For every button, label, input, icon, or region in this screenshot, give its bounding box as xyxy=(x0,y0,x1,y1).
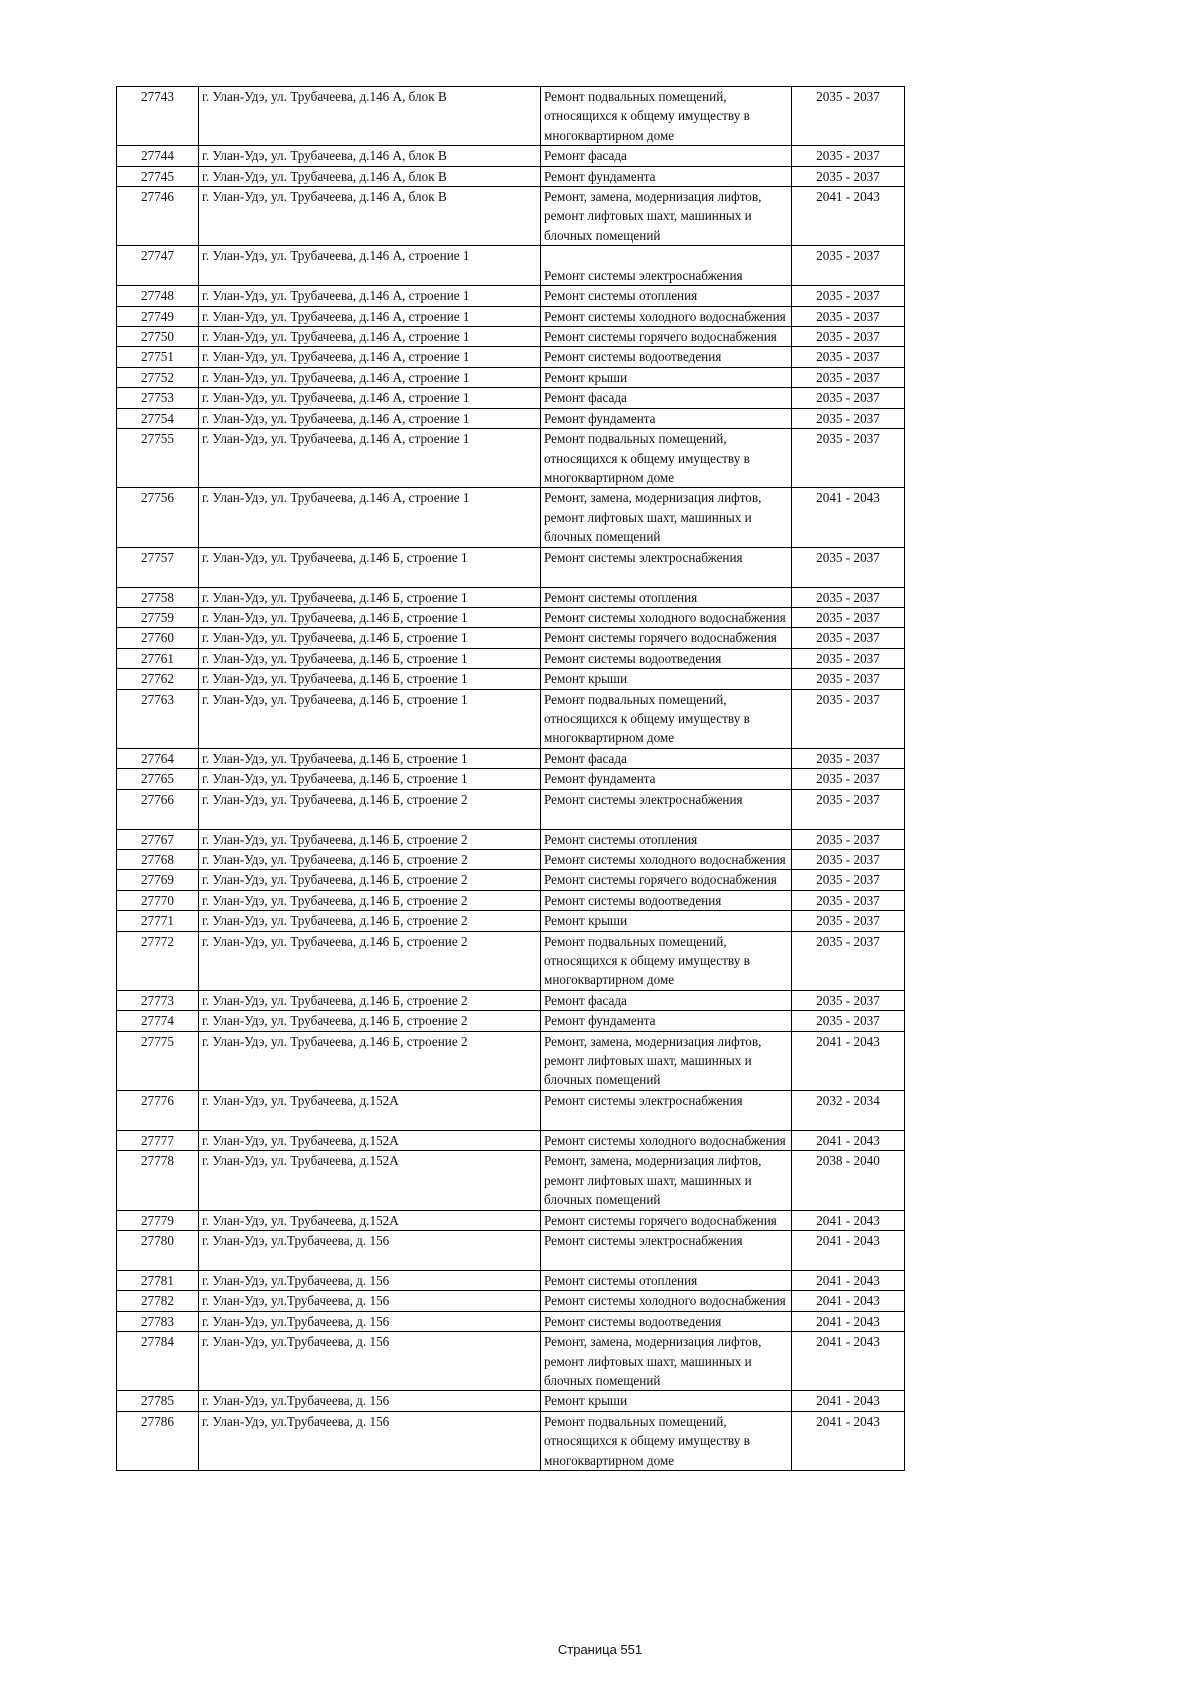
row-work-type: Ремонт системы водоотведения xyxy=(541,1311,792,1331)
row-work-type: Ремонт крыши xyxy=(541,669,792,689)
row-number: 27773 xyxy=(117,990,199,1010)
table-row xyxy=(117,367,905,387)
table-row xyxy=(117,146,905,166)
row-address: г. Улан-Удэ, ул. Трубачеева, д.146 Б, строение 2 xyxy=(199,870,541,890)
row-number: 27759 xyxy=(117,607,199,627)
row-period: 2035 - 2037 xyxy=(792,347,905,367)
row-work-type: Ремонт фасада xyxy=(541,748,792,768)
row-period: 2035 - 2037 xyxy=(792,769,905,789)
row-period: 2035 - 2037 xyxy=(792,669,905,689)
row-number: 27749 xyxy=(117,306,199,326)
table-row xyxy=(117,1210,905,1230)
row-address: г. Улан-Удэ, ул. Трубачеева, д.152А xyxy=(199,1210,541,1230)
table-row xyxy=(117,87,905,146)
table-row xyxy=(117,890,905,910)
row-address: г. Улан-Удэ, ул. Трубачеева, д.146 А, строение 1 xyxy=(199,327,541,347)
row-work-type: Ремонт системы водоотведения xyxy=(541,648,792,668)
row-work-type: Ремонт системы холодного водоснабжения xyxy=(541,1130,792,1150)
row-address: г. Улан-Удэ, ул. Трубачеева, д.146 Б, строение 1 xyxy=(199,547,541,587)
row-number: 27782 xyxy=(117,1291,199,1311)
row-address: г. Улан-Удэ, ул.Трубачеева, д. 156 xyxy=(199,1270,541,1290)
row-number: 27745 xyxy=(117,166,199,186)
row-work-type: Ремонт крыши xyxy=(541,1391,792,1411)
row-work-type: Ремонт системы горячего водоснабжения xyxy=(541,870,792,890)
table-row xyxy=(117,689,905,748)
row-period: 2035 - 2037 xyxy=(792,408,905,428)
row-work-type: Ремонт системы отопления xyxy=(541,1270,792,1290)
row-number: 27786 xyxy=(117,1411,199,1470)
row-work-type: Ремонт фасада xyxy=(541,990,792,1010)
table-row xyxy=(117,306,905,326)
row-work-type: Ремонт крыши xyxy=(541,911,792,931)
row-address: г. Улан-Удэ, ул.Трубачеева, д. 156 xyxy=(199,1411,541,1470)
row-number: 27771 xyxy=(117,911,199,931)
row-work-type: Ремонт системы отопления xyxy=(541,829,792,849)
table-row xyxy=(117,748,905,768)
row-number: 27768 xyxy=(117,850,199,870)
row-period: 2035 - 2037 xyxy=(792,1011,905,1031)
page-number: Страница 551 xyxy=(557,1642,643,1657)
row-work-type: Ремонт, замена, модернизация лифтов, ремонт лифтовых шахт, машинных и блочных помещений xyxy=(541,488,792,547)
row-period: 2035 - 2037 xyxy=(792,246,905,286)
table-row xyxy=(117,388,905,408)
row-work-type: Ремонт системы отопления xyxy=(541,587,792,607)
row-number: 27755 xyxy=(117,429,199,488)
row-work-type: Ремонт фундамента xyxy=(541,769,792,789)
table-row xyxy=(117,669,905,689)
row-period: 2035 - 2037 xyxy=(792,931,905,990)
row-work-type: Ремонт, замена, модернизация лифтов, ремонт лифтовых шахт, машинных и блочных помещений xyxy=(541,187,792,246)
table-row xyxy=(117,1090,905,1130)
row-work-type: Ремонт, замена, модернизация лифтов, ремонт лифтовых шахт, машинных и блочных помещений xyxy=(541,1151,792,1210)
row-work-type: Ремонт фундамента xyxy=(541,408,792,428)
row-period: 2032 - 2034 xyxy=(792,1090,905,1130)
row-work-type: Ремонт системы электроснабжения xyxy=(541,246,792,286)
row-number: 27751 xyxy=(117,347,199,367)
row-period: 2035 - 2037 xyxy=(792,429,905,488)
row-number: 27763 xyxy=(117,689,199,748)
row-address: г. Улан-Удэ, ул. Трубачеева, д.146 А, строение 1 xyxy=(199,488,541,547)
row-address: г. Улан-Удэ, ул.Трубачеева, д. 156 xyxy=(199,1230,541,1270)
row-number: 27764 xyxy=(117,748,199,768)
row-work-type: Ремонт системы электроснабжения xyxy=(541,789,792,829)
table-row xyxy=(117,1291,905,1311)
row-number: 27767 xyxy=(117,829,199,849)
row-number: 27770 xyxy=(117,890,199,910)
table-row xyxy=(117,789,905,829)
row-period: 2035 - 2037 xyxy=(792,286,905,306)
row-number: 27769 xyxy=(117,870,199,890)
row-work-type: Ремонт фундамента xyxy=(541,1011,792,1031)
row-period: 2035 - 2037 xyxy=(792,748,905,768)
row-period: 2035 - 2037 xyxy=(792,850,905,870)
row-period: 2035 - 2037 xyxy=(792,146,905,166)
row-period: 2041 - 2043 xyxy=(792,1332,905,1391)
table-row xyxy=(117,870,905,890)
row-period: 2035 - 2037 xyxy=(792,990,905,1010)
row-address: г. Улан-Удэ, ул. Трубачеева, д.152А xyxy=(199,1130,541,1150)
row-period: 2035 - 2037 xyxy=(792,628,905,648)
row-number: 27780 xyxy=(117,1230,199,1270)
table-row xyxy=(117,911,905,931)
row-period: 2035 - 2037 xyxy=(792,870,905,890)
row-period: 2035 - 2037 xyxy=(792,166,905,186)
row-number: 27756 xyxy=(117,488,199,547)
row-number: 27776 xyxy=(117,1090,199,1130)
row-address: г. Улан-Удэ, ул. Трубачеева, д.146 А, блок В xyxy=(199,166,541,186)
row-period: 2041 - 2043 xyxy=(792,1130,905,1150)
table-row xyxy=(117,246,905,286)
row-number: 27762 xyxy=(117,669,199,689)
row-period: 2041 - 2043 xyxy=(792,1411,905,1470)
table-row xyxy=(117,628,905,648)
row-number: 27754 xyxy=(117,408,199,428)
row-period: 2041 - 2043 xyxy=(792,1270,905,1290)
row-address: г. Улан-Удэ, ул. Трубачеева, д.146 А, блок В xyxy=(199,187,541,246)
table-row xyxy=(117,488,905,547)
row-work-type: Ремонт подвальных помещений, относящихся к общему имуществу в многоквартирном доме xyxy=(541,429,792,488)
row-work-type: Ремонт фасада xyxy=(541,146,792,166)
row-address: г. Улан-Удэ, ул. Трубачеева, д.146 Б, строение 2 xyxy=(199,1031,541,1090)
row-work-type: Ремонт крыши xyxy=(541,367,792,387)
row-number: 27760 xyxy=(117,628,199,648)
row-number: 27766 xyxy=(117,789,199,829)
table-row xyxy=(117,1411,905,1470)
page-footer xyxy=(0,1642,1200,1657)
row-address: г. Улан-Удэ, ул.Трубачеева, д. 156 xyxy=(199,1391,541,1411)
row-address: г. Улан-Удэ, ул. Трубачеева, д.146 А, строение 1 xyxy=(199,286,541,306)
row-period: 2041 - 2043 xyxy=(792,1291,905,1311)
row-period: 2035 - 2037 xyxy=(792,607,905,627)
row-number: 27778 xyxy=(117,1151,199,1210)
row-period: 2035 - 2037 xyxy=(792,87,905,146)
row-period: 2035 - 2037 xyxy=(792,789,905,829)
table-row xyxy=(117,1332,905,1391)
row-work-type: Ремонт системы водоотведения xyxy=(541,890,792,910)
row-address: г. Улан-Удэ, ул. Трубачеева, д.146 А, строение 1 xyxy=(199,367,541,387)
row-number: 27774 xyxy=(117,1011,199,1031)
row-address: г. Улан-Удэ, ул. Трубачеева, д.146 Б, строение 1 xyxy=(199,748,541,768)
row-work-type: Ремонт системы холодного водоснабжения xyxy=(541,1291,792,1311)
row-address: г. Улан-Удэ, ул. Трубачеева, д.152А xyxy=(199,1151,541,1210)
row-address: г. Улан-Удэ, ул.Трубачеева, д. 156 xyxy=(199,1311,541,1331)
table-row xyxy=(117,429,905,488)
row-work-type: Ремонт фундамента xyxy=(541,166,792,186)
row-period: 2035 - 2037 xyxy=(792,547,905,587)
row-period: 2041 - 2043 xyxy=(792,1210,905,1230)
table-row xyxy=(117,166,905,186)
row-number: 27779 xyxy=(117,1210,199,1230)
row-address: г. Улан-Удэ, ул. Трубачеева, д.146 Б, строение 1 xyxy=(199,587,541,607)
row-address: г. Улан-Удэ, ул. Трубачеева, д.146 Б, строение 1 xyxy=(199,628,541,648)
table-row xyxy=(117,327,905,347)
row-address: г. Улан-Удэ, ул. Трубачеева, д.146 Б, строение 2 xyxy=(199,1011,541,1031)
row-period: 2035 - 2037 xyxy=(792,890,905,910)
row-address: г. Улан-Удэ, ул. Трубачеева, д.146 А, строение 1 xyxy=(199,429,541,488)
row-period: 2041 - 2043 xyxy=(792,1391,905,1411)
row-period: 2041 - 2043 xyxy=(792,1311,905,1331)
row-number: 27743 xyxy=(117,87,199,146)
row-period: 2038 - 2040 xyxy=(792,1151,905,1210)
row-number: 27784 xyxy=(117,1332,199,1391)
row-period: 2041 - 2043 xyxy=(792,1230,905,1270)
table-row xyxy=(117,931,905,990)
row-number: 27744 xyxy=(117,146,199,166)
row-number: 27752 xyxy=(117,367,199,387)
row-address: г. Улан-Удэ, ул. Трубачеева, д.146 Б, строение 1 xyxy=(199,689,541,748)
row-work-type: Ремонт, замена, модернизация лифтов, ремонт лифтовых шахт, машинных и блочных помещений xyxy=(541,1332,792,1391)
row-work-type: Ремонт подвальных помещений, относящихся к общему имуществу в многоквартирном доме xyxy=(541,1411,792,1470)
row-address: г. Улан-Удэ, ул. Трубачеева, д.146 Б, строение 1 xyxy=(199,669,541,689)
table-row xyxy=(117,1391,905,1411)
row-work-type: Ремонт системы электроснабжения xyxy=(541,547,792,587)
row-work-type: Ремонт подвальных помещений, относящихся к общему имуществу в многоквартирном доме xyxy=(541,87,792,146)
row-address: г. Улан-Удэ, ул. Трубачеева, д.146 Б, строение 2 xyxy=(199,890,541,910)
row-number: 27750 xyxy=(117,327,199,347)
row-work-type: Ремонт подвальных помещений, относящихся к общему имуществу в многоквартирном доме xyxy=(541,689,792,748)
row-work-type: Ремонт системы водоотведения xyxy=(541,347,792,367)
table-row xyxy=(117,648,905,668)
table-row xyxy=(117,1130,905,1150)
row-number: 27772 xyxy=(117,931,199,990)
table-row xyxy=(117,1270,905,1290)
table-row xyxy=(117,829,905,849)
table-row xyxy=(117,1031,905,1090)
row-address: г. Улан-Удэ, ул. Трубачеева, д.146 Б, строение 2 xyxy=(199,911,541,931)
row-work-type: Ремонт фасада xyxy=(541,388,792,408)
row-number: 27757 xyxy=(117,547,199,587)
row-address: г. Улан-Удэ, ул. Трубачеева, д.146 А, строение 1 xyxy=(199,388,541,408)
row-number: 27747 xyxy=(117,246,199,286)
row-address: г. Улан-Удэ, ул. Трубачеева, д.146 А, блок В xyxy=(199,87,541,146)
row-address: г. Улан-Удэ, ул. Трубачеева, д.146 А, строение 1 xyxy=(199,246,541,286)
row-address: г. Улан-Удэ, ул. Трубачеева, д.146 Б, строение 2 xyxy=(199,990,541,1010)
row-address: г. Улан-Удэ, ул. Трубачеева, д.146 Б, строение 1 xyxy=(199,607,541,627)
row-address: г. Улан-Удэ, ул. Трубачеева, д.146 Б, строение 2 xyxy=(199,829,541,849)
row-address: г. Улан-Удэ, ул. Трубачеева, д.152А xyxy=(199,1090,541,1130)
row-work-type: Ремонт системы горячего водоснабжения xyxy=(541,628,792,648)
table-row xyxy=(117,1230,905,1270)
table-body xyxy=(117,87,905,1471)
row-address: г. Улан-Удэ, ул. Трубачеева, д.146 А, строение 1 xyxy=(199,347,541,367)
table-row xyxy=(117,347,905,367)
table-row xyxy=(117,547,905,587)
row-number: 27758 xyxy=(117,587,199,607)
row-number: 27777 xyxy=(117,1130,199,1150)
table-row xyxy=(117,587,905,607)
row-number: 27753 xyxy=(117,388,199,408)
table-row xyxy=(117,1311,905,1331)
row-period: 2035 - 2037 xyxy=(792,648,905,668)
row-period: 2035 - 2037 xyxy=(792,388,905,408)
table-row xyxy=(117,990,905,1010)
row-address: г. Улан-Удэ, ул. Трубачеева, д.146 Б, строение 2 xyxy=(199,931,541,990)
row-number: 27781 xyxy=(117,1270,199,1290)
row-number: 27761 xyxy=(117,648,199,668)
table-row xyxy=(117,187,905,246)
row-work-type: Ремонт системы холодного водоснабжения xyxy=(541,850,792,870)
row-number: 27746 xyxy=(117,187,199,246)
row-period: 2041 - 2043 xyxy=(792,488,905,547)
row-work-type: Ремонт системы электроснабжения xyxy=(541,1230,792,1270)
row-period: 2035 - 2037 xyxy=(792,689,905,748)
row-number: 27783 xyxy=(117,1311,199,1331)
table-row xyxy=(117,286,905,306)
row-period: 2035 - 2037 xyxy=(792,367,905,387)
row-work-type: Ремонт системы холодного водоснабжения xyxy=(541,306,792,326)
row-period: 2035 - 2037 xyxy=(792,829,905,849)
row-work-type: Ремонт системы электроснабжения xyxy=(541,1090,792,1130)
row-number: 27748 xyxy=(117,286,199,306)
row-address: г. Улан-Удэ, ул.Трубачеева, д. 156 xyxy=(199,1332,541,1391)
row-work-type: Ремонт системы холодного водоснабжения xyxy=(541,607,792,627)
table-row xyxy=(117,850,905,870)
row-address: г. Улан-Удэ, ул. Трубачеева, д.146 А, строение 1 xyxy=(199,408,541,428)
table-row xyxy=(117,408,905,428)
repair-schedule-table xyxy=(116,86,905,1471)
row-number: 27765 xyxy=(117,769,199,789)
row-address: г. Улан-Удэ, ул. Трубачеева, д.146 Б, строение 1 xyxy=(199,769,541,789)
row-address: г. Улан-Удэ, ул.Трубачеева, д. 156 xyxy=(199,1291,541,1311)
row-number: 27785 xyxy=(117,1391,199,1411)
row-number: 27775 xyxy=(117,1031,199,1090)
row-period: 2035 - 2037 xyxy=(792,911,905,931)
row-period: 2041 - 2043 xyxy=(792,1031,905,1090)
row-period: 2041 - 2043 xyxy=(792,187,905,246)
row-address: г. Улан-Удэ, ул. Трубачеева, д.146 Б, строение 2 xyxy=(199,850,541,870)
table-row xyxy=(117,769,905,789)
row-work-type: Ремонт системы горячего водоснабжения xyxy=(541,1210,792,1230)
row-address: г. Улан-Удэ, ул. Трубачеева, д.146 А, блок В xyxy=(199,146,541,166)
table-row xyxy=(117,607,905,627)
row-work-type: Ремонт подвальных помещений, относящихся к общему имуществу в многоквартирном доме xyxy=(541,931,792,990)
row-work-type: Ремонт системы отопления xyxy=(541,286,792,306)
row-address: г. Улан-Удэ, ул. Трубачеева, д.146 А, строение 1 xyxy=(199,306,541,326)
row-address: г. Улан-Удэ, ул. Трубачеева, д.146 Б, строение 1 xyxy=(199,648,541,668)
row-period: 2035 - 2037 xyxy=(792,587,905,607)
table-row xyxy=(117,1151,905,1210)
row-period: 2035 - 2037 xyxy=(792,306,905,326)
row-address: г. Улан-Удэ, ул. Трубачеева, д.146 Б, строение 2 xyxy=(199,789,541,829)
row-work-type: Ремонт системы горячего водоснабжения xyxy=(541,327,792,347)
table-row xyxy=(117,1011,905,1031)
row-work-type: Ремонт, замена, модернизация лифтов, ремонт лифтовых шахт, машинных и блочных помещений xyxy=(541,1031,792,1090)
row-period: 2035 - 2037 xyxy=(792,327,905,347)
